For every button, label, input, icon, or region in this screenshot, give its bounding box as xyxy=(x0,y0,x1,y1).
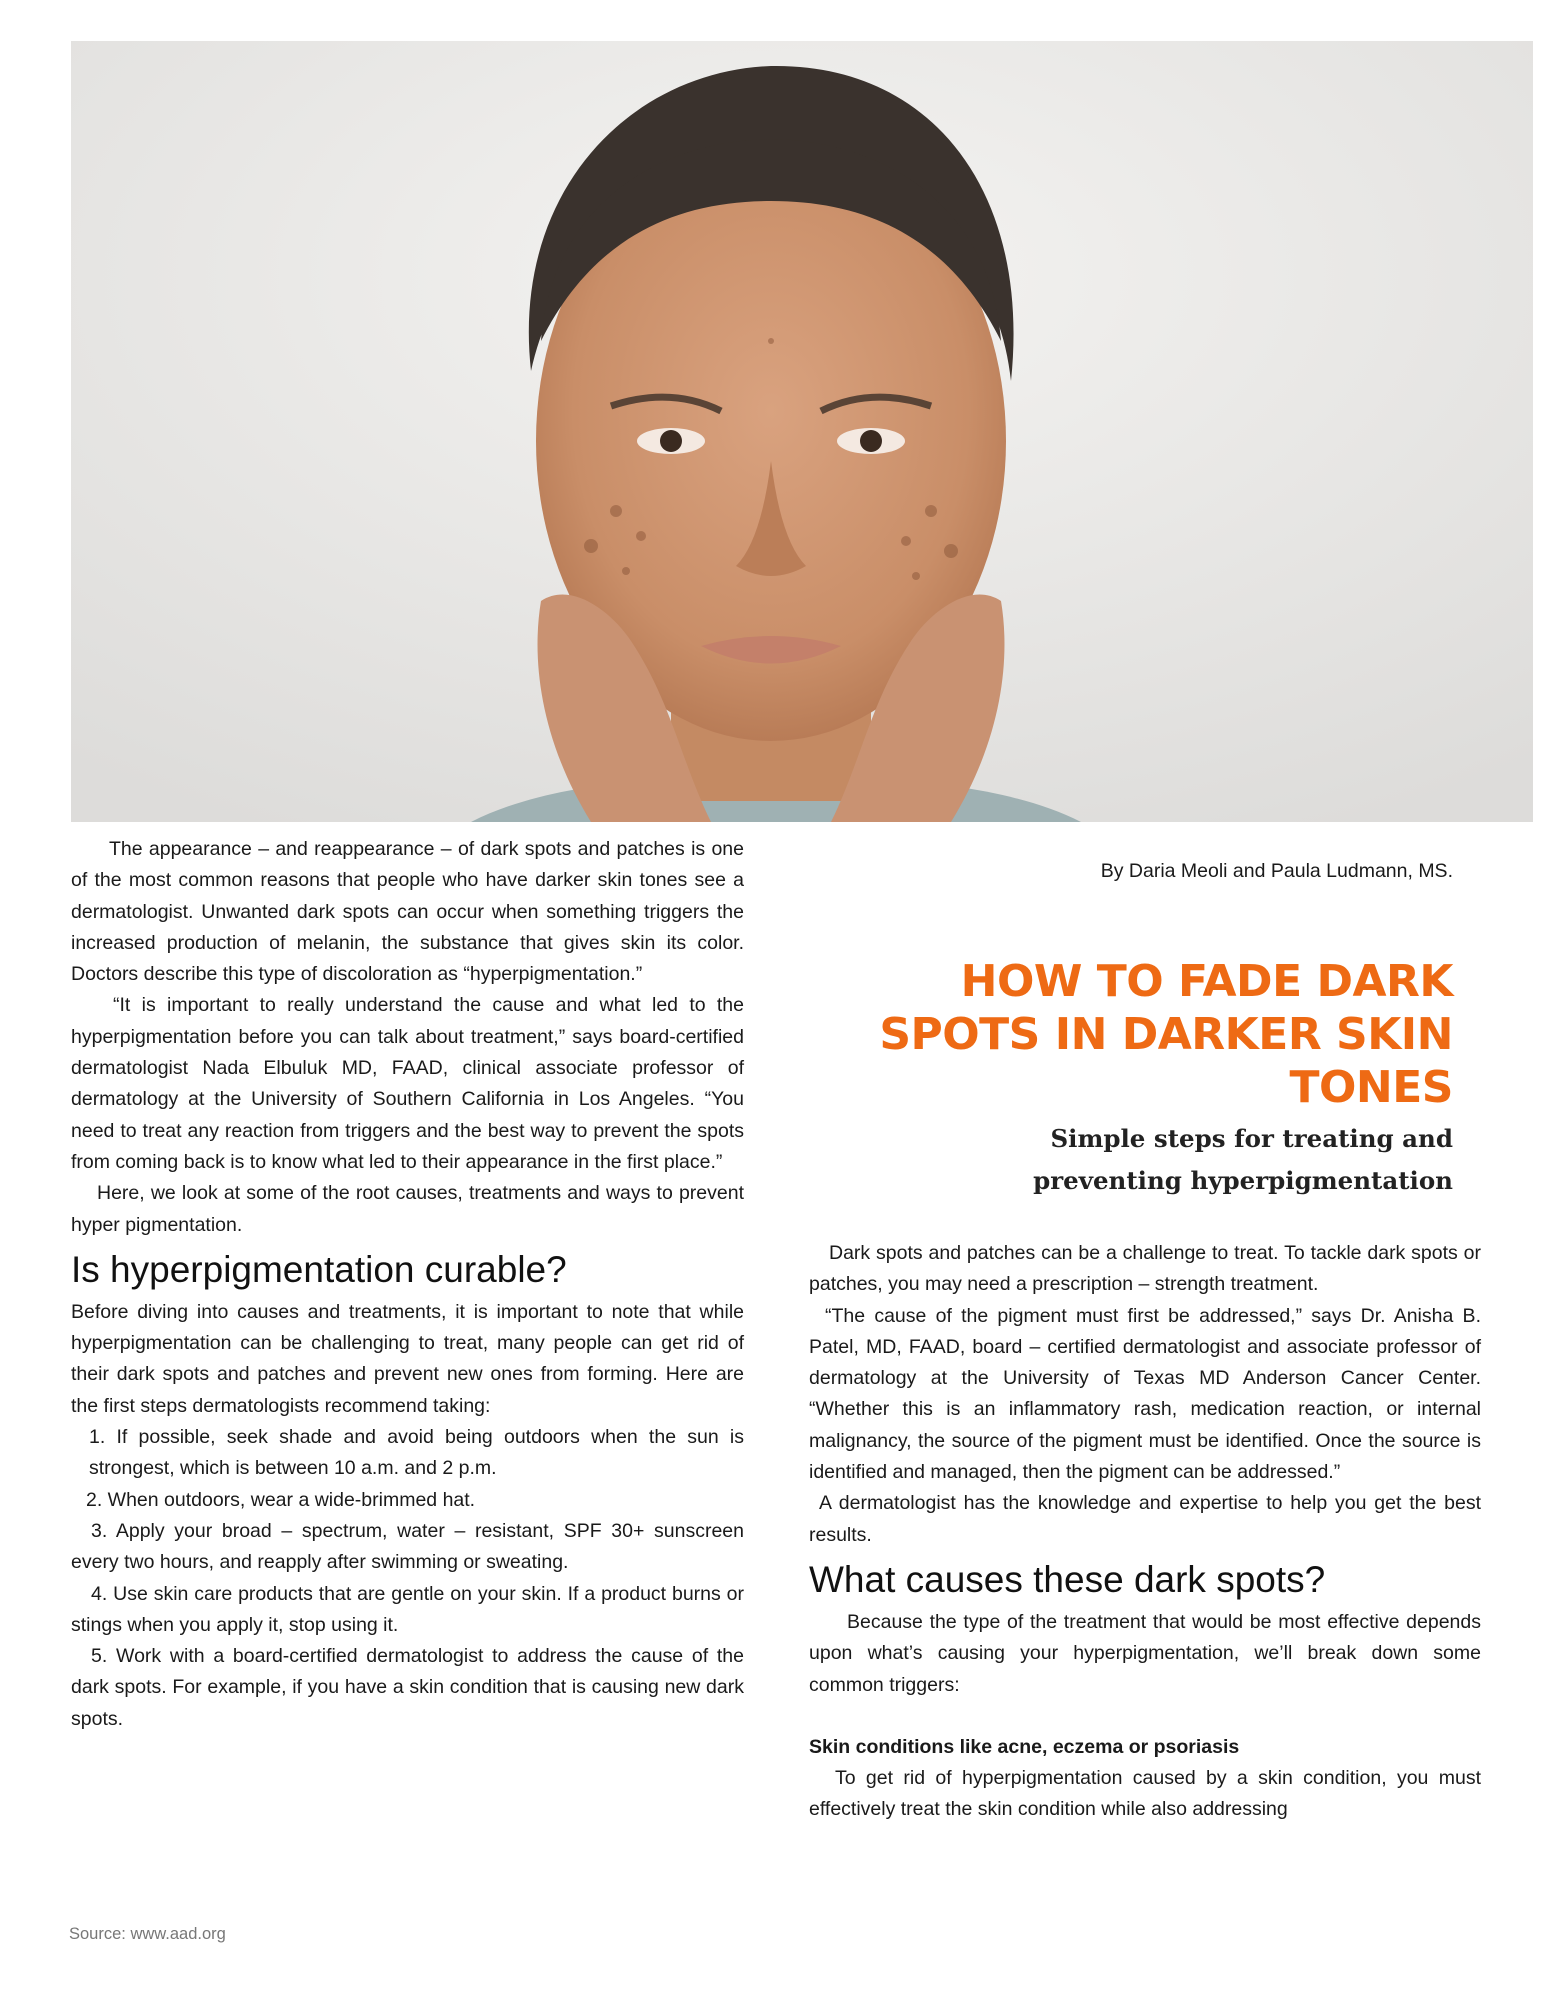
curable-paragraph: Before diving into causes and treatments, it is important to note that while hyperpigmentation can be challenging to treat, many people can get rid of their dark spots and patches and prevent new ones from forming. Here are the first steps dermatologists recommend taking: xyxy=(71,1300,744,1417)
hero-photo xyxy=(71,41,1533,822)
right-column xyxy=(809,1238,1481,1826)
heading-causes: What causes these dark spots? xyxy=(809,1558,1326,1600)
step-3: 3. Apply your broad – spectrum, water – resistant, SPF 30+ sunscreen every two hours, and reapply after swimming or sweating. xyxy=(71,1519,744,1574)
intro-paragraph-1: The appearance – and reappearance – of dark spots and patches is one of the most common reasons that people who have darker skin tones see a dermatologist. Unwanted dark spots can occur when something triggers the increased production of melanin, the substance that gives skin its color. Doctors describe this type of discoloration as “hyperpigmentation.” xyxy=(71,838,744,986)
step-4: 4. Use skin care products that are gentle on your skin. If a product burns or stings when you apply it, stop using it. xyxy=(71,1582,744,1636)
subhead-skin-conditions: Skin conditions like acne, eczema or psoriasis xyxy=(809,1735,1240,1758)
causes-paragraph: Because the type of the treatment that would be most effective depends upon what’s causing your hyperpigmentation, we’ll break down some common triggers: xyxy=(809,1610,1481,1696)
subtitle: Simple steps for treating and preventing hyperpigmentation xyxy=(1033,1124,1453,1195)
step-1: 1. If possible, seek shade and avoid being outdoors when the sun is strongest, which is between 10 a.m. and 2 p.m. xyxy=(89,1426,744,1480)
byline: By Daria Meoli and Paula Ludmann, MS. xyxy=(1100,860,1453,882)
source-credit: Source: www.aad.org xyxy=(69,1925,226,1943)
left-column xyxy=(71,834,744,1735)
step-5: 5. Work with a board-certified dermatologist to address the cause of the dark spots. For example, if you have a skin condition that is causing new dark spots. xyxy=(71,1645,744,1730)
right-paragraph-1: Dark spots and patches can be a challenge to treat. To tackle dark spots or patches, you may need a prescription – strength treatment. xyxy=(809,1242,1481,1296)
heading-curable: Is hyperpigmentation curable? xyxy=(71,1248,567,1290)
right-paragraph-2: “The cause of the pigment must first be addressed,” says Dr. Anisha B. Patel, MD, FAAD, board – certified dermatologist and associate professor of dermatology at the University of Texas MD Anderson Cancer Center. “Whether this is an inflammatory rash, medication reaction, or internal malignancy, the source of the pigment must be identified. Once the source is identified and managed, then the pigment can be addressed.” xyxy=(809,1304,1481,1484)
intro-paragraph-3: Here, we look at some of the root causes, treatments and ways to prevent hyper pigmentation. xyxy=(71,1182,744,1236)
conditions-paragraph: To get rid of hyperpigmentation caused by a skin condition, you must effectively treat the skin condition while also addressing xyxy=(809,1767,1481,1821)
woman-face-photo-icon xyxy=(71,41,1533,822)
headline: HOW TO FADE DARK SPOTS IN DARKER SKIN TONES xyxy=(879,956,1453,1113)
right-paragraph-3: A dermatologist has the knowledge and expertise to help you get the best results. xyxy=(809,1492,1481,1546)
step-2: 2. When outdoors, wear a wide-brimmed hat. xyxy=(86,1488,476,1511)
intro-paragraph-2: “It is important to really understand the cause and what led to the hyperpigmentation before you can talk about treatment,” says board-certified dermatologist Nada Elbuluk MD, FAAD, clinical associate professor of dermatology at the University of Southern California in Los Angeles. “You need to treat any reaction from triggers and the best way to prevent the spots from coming back is to know what led to their appearance in the first place.” xyxy=(71,994,744,1173)
